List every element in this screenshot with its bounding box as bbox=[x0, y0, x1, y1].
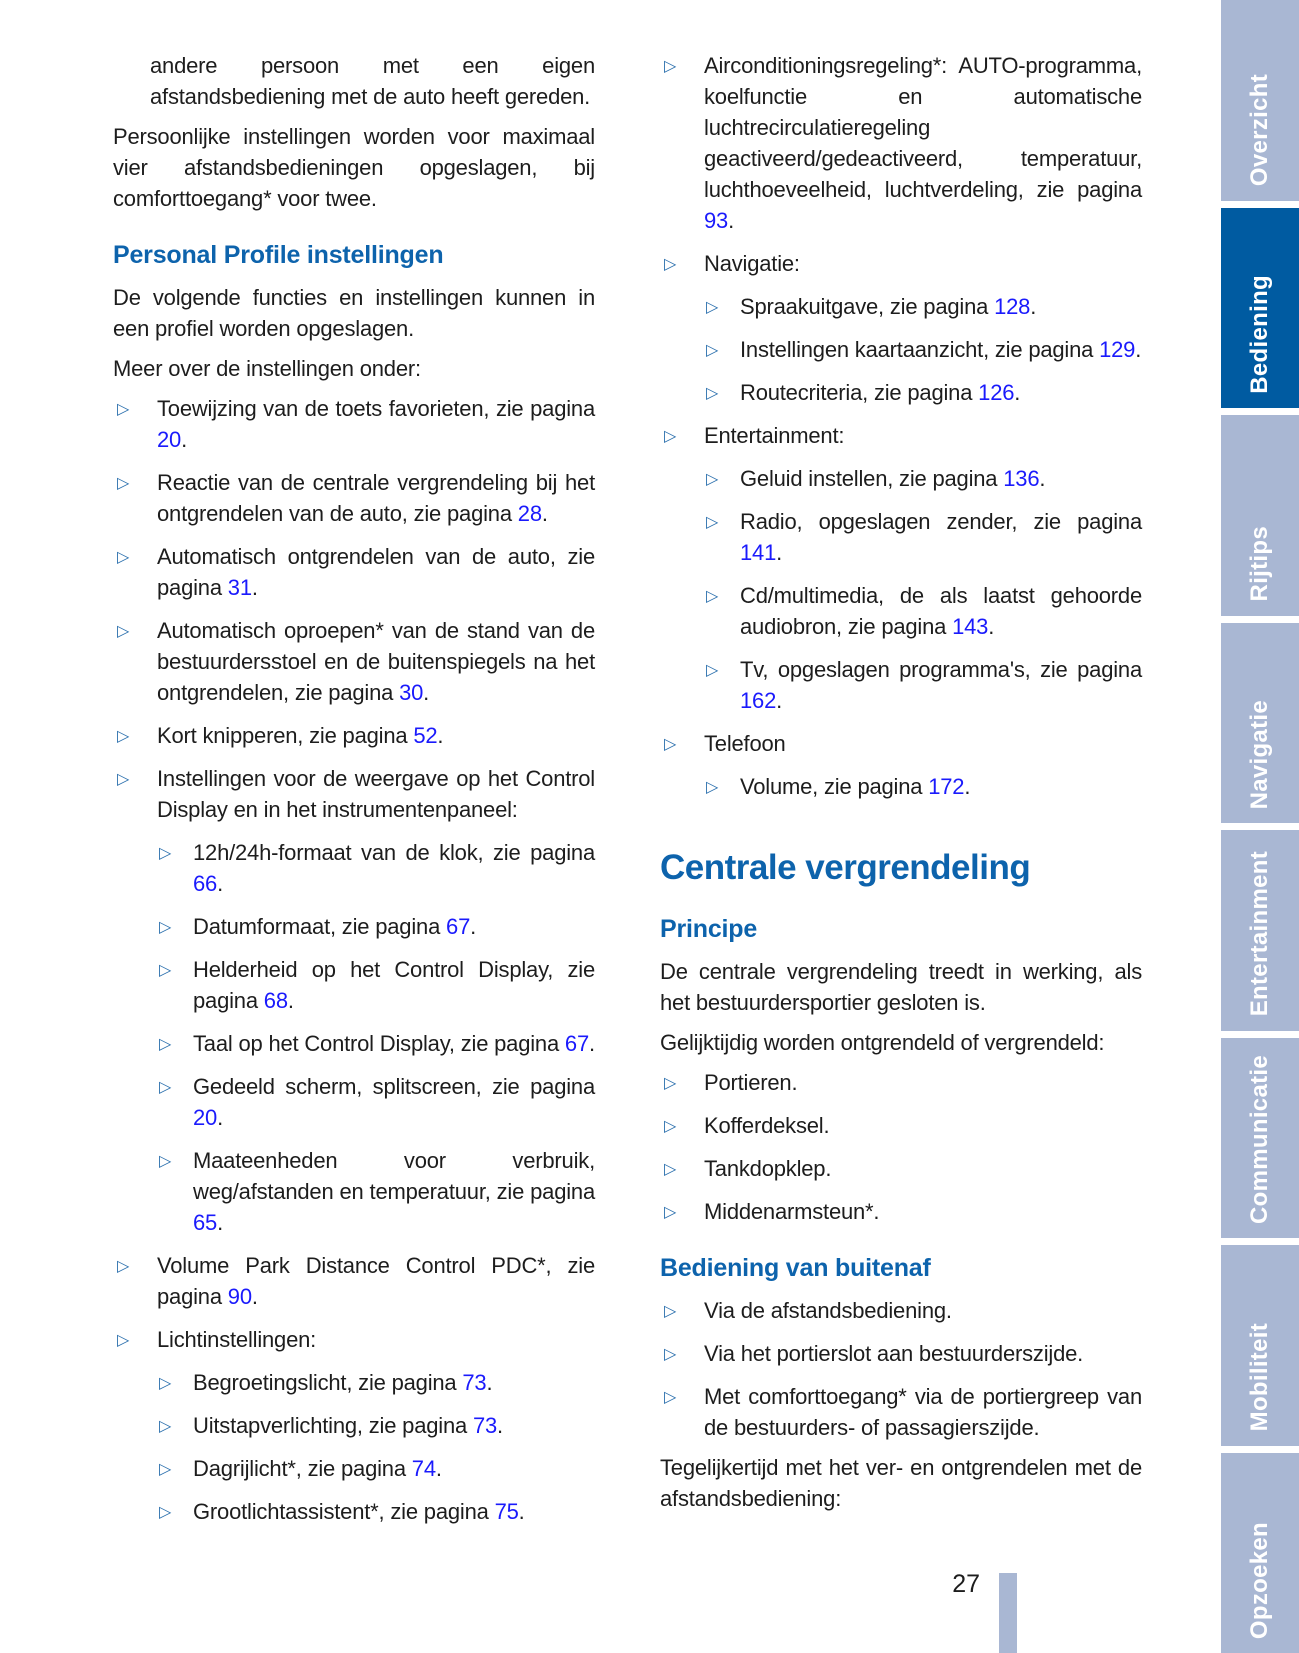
page-link[interactable]: 66 bbox=[193, 871, 218, 896]
tab-mobiliteit[interactable] bbox=[1221, 1245, 1299, 1446]
unlock-targets-list bbox=[660, 1067, 1142, 1227]
list-item-text bbox=[740, 377, 1142, 408]
list-item-text bbox=[193, 954, 595, 1016]
page-link[interactable]: 28 bbox=[517, 501, 542, 526]
text-fragment: Kort knipperen, zie pagina bbox=[157, 723, 414, 748]
list-item-text bbox=[740, 506, 1142, 568]
page-link[interactable]: 31 bbox=[227, 575, 252, 600]
list-item-text: Instellingen voor de weergave op het Control Display en in het instrumentenpaneel: bbox=[157, 766, 595, 822]
left-column bbox=[113, 50, 595, 1527]
list-item-text bbox=[740, 580, 1142, 642]
triangle-right-icon: ▷ bbox=[159, 1034, 172, 1053]
list-item bbox=[704, 771, 1142, 802]
triangle-right-icon: ▷ bbox=[664, 1116, 677, 1135]
list-item bbox=[660, 420, 1142, 716]
text-fragment: . bbox=[518, 1499, 525, 1524]
text-fragment: . bbox=[217, 1210, 223, 1235]
triangle-right-icon: ▷ bbox=[159, 1077, 172, 1096]
list-item bbox=[157, 1367, 595, 1398]
text-fragment: . bbox=[437, 723, 444, 748]
list-item bbox=[113, 1324, 595, 1527]
page-link[interactable]: 30 bbox=[399, 680, 424, 705]
list-item bbox=[157, 1071, 595, 1133]
page-link[interactable]: 128 bbox=[994, 294, 1031, 319]
triangle-right-icon: ▷ bbox=[117, 726, 130, 745]
list-item bbox=[660, 1153, 1142, 1184]
list-item-text bbox=[157, 1250, 595, 1312]
triangle-right-icon: ▷ bbox=[664, 734, 677, 753]
list-item-text bbox=[740, 463, 1142, 494]
tab-opzoeken[interactable] bbox=[1221, 1453, 1299, 1653]
paragraph: De centrale vergrendeling treedt in werking, als het bestuurdersportier gesloten is. bbox=[660, 959, 1142, 1015]
text-fragment: . bbox=[1039, 466, 1046, 491]
list-item bbox=[157, 1028, 595, 1059]
list-item-text bbox=[740, 771, 1142, 802]
page-link[interactable]: 67 bbox=[446, 914, 471, 939]
triangle-right-icon: ▷ bbox=[706, 297, 719, 316]
list-item bbox=[157, 1453, 595, 1484]
text-fragment: Maateenheden voor verbruik, weg/afstanden en temperatuur, zie pagina bbox=[193, 1148, 595, 1204]
navigation-sublist bbox=[704, 291, 1142, 408]
text-fragment: . bbox=[217, 1105, 223, 1130]
triangle-right-icon: ▷ bbox=[159, 1459, 172, 1478]
section-heading-bediening-van-buitenaf: Bediening van buitenaf bbox=[660, 1254, 931, 1282]
tab-label: Rijtips bbox=[1246, 526, 1273, 602]
triangle-right-icon: ▷ bbox=[159, 960, 172, 979]
text-fragment: . bbox=[1135, 337, 1142, 362]
list-item-text bbox=[193, 837, 595, 899]
triangle-right-icon: ▷ bbox=[159, 1502, 172, 1521]
triangle-right-icon: ▷ bbox=[706, 586, 719, 605]
tab-label: Opzoeken bbox=[1246, 1521, 1273, 1639]
list-item-text bbox=[157, 393, 595, 455]
list-item-text: Middenarmsteun*. bbox=[704, 1199, 880, 1224]
triangle-right-icon: ▷ bbox=[664, 1301, 677, 1320]
triangle-right-icon: ▷ bbox=[664, 56, 677, 75]
tab-label: Entertainment bbox=[1246, 851, 1273, 1017]
text-fragment: . bbox=[251, 1284, 258, 1309]
page-link[interactable]: 20 bbox=[157, 427, 182, 452]
entertainment-sublist bbox=[704, 463, 1142, 716]
list-item-text bbox=[193, 1410, 595, 1441]
triangle-right-icon: ▷ bbox=[117, 769, 130, 788]
page-link[interactable]: 93 bbox=[704, 208, 729, 233]
list-item bbox=[660, 1067, 1142, 1098]
triangle-right-icon: ▷ bbox=[706, 777, 719, 796]
page-link[interactable]: 65 bbox=[193, 1210, 218, 1235]
text-fragment: Grootlichtassistent*, zie pagina bbox=[193, 1499, 495, 1524]
triangle-right-icon: ▷ bbox=[664, 254, 677, 273]
page-link[interactable]: 136 bbox=[1003, 466, 1040, 491]
list-item bbox=[113, 393, 595, 455]
text-fragment: Geluid instellen, zie pagina bbox=[740, 466, 1004, 491]
text-fragment: Toewijzing van de toets favorieten, zie pagina bbox=[157, 396, 595, 421]
text-fragment: . bbox=[776, 688, 783, 713]
tab-label: Communicatie bbox=[1246, 1055, 1273, 1224]
page-link[interactable]: 20 bbox=[193, 1105, 218, 1130]
display-settings-sublist bbox=[157, 837, 595, 1238]
footer-decoration-bar bbox=[999, 1573, 1017, 1653]
text-fragment: . bbox=[589, 1031, 595, 1056]
list-item bbox=[704, 377, 1142, 408]
text-fragment: . bbox=[988, 614, 995, 639]
list-item-text bbox=[157, 467, 595, 529]
text-fragment: Cd/multimedia, de als laatst gehoorde audiobron, zie pagina bbox=[740, 583, 1142, 639]
settings-list bbox=[113, 393, 595, 1527]
page-link[interactable]: 73 bbox=[472, 1413, 498, 1438]
page-link[interactable]: 74 bbox=[411, 1456, 436, 1481]
text-fragment: Tv, opgeslagen programma's, zie pagina bbox=[740, 657, 1142, 682]
triangle-right-icon: ▷ bbox=[159, 917, 172, 936]
page-link[interactable]: 90 bbox=[227, 1284, 252, 1309]
triangle-right-icon: ▷ bbox=[706, 340, 719, 359]
text-fragment: . bbox=[497, 1413, 503, 1438]
page-link[interactable]: 162 bbox=[740, 688, 777, 713]
tab-label: Mobiliteit bbox=[1246, 1323, 1273, 1432]
page-link[interactable]: 73 bbox=[462, 1370, 487, 1395]
text-fragment: Gedeeld scherm, splitscreen, zie pagina bbox=[193, 1074, 595, 1099]
list-item bbox=[157, 954, 595, 1016]
text-fragment: Radio, opgeslagen zender, zie pagina bbox=[740, 509, 1142, 534]
list-item-text bbox=[193, 1453, 595, 1484]
list-item-text: Navigatie: bbox=[704, 251, 800, 276]
telephone-sublist bbox=[704, 771, 1142, 802]
tab-bediening[interactable] bbox=[1221, 208, 1299, 409]
triangle-right-icon: ▷ bbox=[117, 547, 130, 566]
list-item-text: Met comforttoegang* via de portiergreep van de bestuurders- of passagierszijde. bbox=[704, 1384, 1142, 1440]
text-fragment: Volume, zie pagina bbox=[740, 774, 929, 799]
text-fragment: Airconditioningsregeling*: AUTO-programma, koelfunctie en automatische luchtrecirculatieregeling geactiveerd/gedeactiveerd, temperatuur, luchthoeveelheid, luchtverdeling, zie pagina bbox=[704, 53, 1142, 202]
tab-label: Navigatie bbox=[1246, 699, 1273, 809]
text-fragment: Spraakuitgave, zie pagina bbox=[740, 294, 995, 319]
list-item bbox=[660, 728, 1142, 802]
list-item-text: Tankdopklep. bbox=[704, 1156, 832, 1181]
list-item bbox=[660, 1295, 1142, 1326]
triangle-right-icon: ▷ bbox=[706, 383, 719, 402]
list-item bbox=[157, 837, 595, 899]
list-item-text bbox=[704, 50, 1142, 236]
paragraph: Meer over de instellingen onder: bbox=[113, 356, 421, 381]
list-item bbox=[157, 1145, 595, 1238]
text-fragment: Volume Park Distance Control PDC*, zie pagina bbox=[157, 1253, 595, 1309]
list-item-text: Via de afstandsbediening. bbox=[704, 1298, 952, 1323]
list-item-text bbox=[740, 291, 1142, 322]
list-item-text bbox=[193, 1496, 595, 1527]
list-item-text bbox=[157, 720, 595, 751]
continuation-paragraph: andere persoon met een eigen afstandsbediening met de auto heeft gereden. bbox=[150, 53, 595, 109]
paragraph: Tegelijkertijd met het ver- en ontgrendelen met de afstandsbediening: bbox=[660, 1455, 1142, 1511]
triangle-right-icon: ▷ bbox=[117, 1330, 130, 1349]
list-item-text: Portieren. bbox=[704, 1070, 798, 1095]
tab-rijtips[interactable] bbox=[1221, 415, 1299, 616]
section-heading-personal-profile: Personal Profile instellingen bbox=[113, 241, 444, 269]
list-item bbox=[113, 541, 595, 603]
text-fragment: Routecriteria, zie pagina bbox=[740, 380, 979, 405]
triangle-right-icon: ▷ bbox=[706, 512, 719, 531]
list-item-text: Telefoon bbox=[704, 731, 786, 756]
text-fragment: . bbox=[251, 575, 258, 600]
list-item bbox=[704, 334, 1142, 365]
triangle-right-icon: ▷ bbox=[159, 1373, 172, 1392]
list-item bbox=[704, 580, 1142, 642]
text-fragment: Uitstapverlichting, zie pagina bbox=[193, 1413, 473, 1438]
list-item-text bbox=[740, 654, 1142, 716]
list-item bbox=[660, 1338, 1142, 1369]
text-fragment: . bbox=[776, 540, 783, 565]
triangle-right-icon: ▷ bbox=[664, 426, 677, 445]
list-item-text: Via het portierslot aan bestuurderszijde. bbox=[704, 1341, 1084, 1366]
triangle-right-icon: ▷ bbox=[706, 469, 719, 488]
text-fragment: Automatisch oproepen* van de stand van de bestuurdersstoel en de buitenspiegels na het ontgrendelen, zie pagina bbox=[157, 618, 595, 705]
list-item bbox=[660, 50, 1142, 236]
text-fragment: . bbox=[728, 208, 734, 233]
list-item-text: Entertainment: bbox=[704, 423, 845, 448]
text-fragment: . bbox=[181, 427, 187, 452]
paragraph: De volgende functies en instellingen kunnen in een profiel worden opgeslagen. bbox=[113, 285, 595, 341]
right-column bbox=[660, 50, 1142, 1523]
tab-overzicht[interactable] bbox=[1221, 0, 1299, 201]
tab-label: Overzicht bbox=[1246, 74, 1273, 187]
intro-paragraph: Persoonlijke instellingen worden voor maximaal vier afstandsbedieningen opgeslagen, bij comforttoegang* voor twee. bbox=[113, 124, 595, 211]
list-item bbox=[113, 1250, 595, 1312]
list-item-text bbox=[193, 1028, 595, 1059]
triangle-right-icon: ▷ bbox=[664, 1387, 677, 1406]
list-item bbox=[157, 1410, 595, 1441]
page-link[interactable]: 143 bbox=[952, 614, 989, 639]
list-item bbox=[704, 291, 1142, 322]
page-link[interactable]: 68 bbox=[263, 988, 288, 1013]
list-item-text bbox=[193, 1071, 595, 1133]
page-link[interactable]: 126 bbox=[978, 380, 1015, 405]
list-item-text: Lichtinstellingen: bbox=[157, 1327, 317, 1352]
list-item bbox=[704, 654, 1142, 716]
triangle-right-icon: ▷ bbox=[159, 1416, 172, 1435]
text-fragment: Taal op het Control Display, zie pagina bbox=[193, 1031, 565, 1056]
text-fragment: . bbox=[964, 774, 971, 799]
tab-communicatie[interactable] bbox=[1221, 1038, 1299, 1239]
text-fragment: Begroetingslicht, zie pagina bbox=[193, 1370, 463, 1395]
page-number: 27 bbox=[952, 1570, 980, 1598]
triangle-right-icon: ▷ bbox=[117, 399, 130, 418]
text-fragment: Instellingen kaartaanzicht, zie pagina bbox=[740, 337, 1100, 362]
triangle-right-icon: ▷ bbox=[117, 1256, 130, 1275]
text-fragment: . bbox=[287, 988, 294, 1013]
text-fragment: Helderheid op het Control Display, zie pagina bbox=[193, 957, 595, 1013]
triangle-right-icon: ▷ bbox=[159, 843, 172, 862]
text-fragment: . bbox=[435, 1456, 442, 1481]
triangle-right-icon: ▷ bbox=[159, 1151, 172, 1170]
page-link[interactable]: 129 bbox=[1099, 337, 1136, 362]
settings-list-continued bbox=[660, 50, 1142, 802]
light-settings-sublist bbox=[157, 1367, 595, 1527]
list-item-text: Kofferdeksel. bbox=[704, 1113, 830, 1138]
list-item bbox=[113, 467, 595, 529]
triangle-right-icon: ▷ bbox=[664, 1159, 677, 1178]
outside-operation-list bbox=[660, 1295, 1142, 1443]
list-item-text bbox=[193, 1145, 595, 1238]
list-item bbox=[660, 1381, 1142, 1443]
tab-entertainment[interactable] bbox=[1221, 830, 1299, 1031]
list-item bbox=[157, 911, 595, 942]
list-item bbox=[660, 1196, 1142, 1227]
list-item-text bbox=[193, 911, 595, 942]
list-item-text bbox=[157, 615, 595, 708]
list-item bbox=[660, 1110, 1142, 1141]
text-fragment: Dagrijlicht*, zie pagina bbox=[193, 1456, 412, 1481]
page-link[interactable]: 52 bbox=[413, 723, 438, 748]
text-fragment: . bbox=[470, 914, 477, 939]
page-link[interactable]: 141 bbox=[740, 540, 777, 565]
paragraph: Gelijktijdig worden ontgrendeld of vergrendeld: bbox=[660, 1030, 1105, 1055]
page-link[interactable]: 67 bbox=[564, 1031, 589, 1056]
text-fragment: Reactie van de centrale vergrendeling bij het ontgrendelen van de auto, zie pagina bbox=[157, 470, 595, 526]
triangle-right-icon: ▷ bbox=[664, 1202, 677, 1221]
chapter-tab-sidebar bbox=[1221, 0, 1299, 1653]
text-fragment: . bbox=[486, 1370, 493, 1395]
text-fragment: . bbox=[423, 680, 430, 705]
list-item bbox=[113, 720, 595, 751]
list-item-text bbox=[157, 541, 595, 603]
list-item bbox=[704, 463, 1142, 494]
text-fragment: . bbox=[217, 871, 223, 896]
tab-navigatie[interactable] bbox=[1221, 623, 1299, 824]
list-item bbox=[157, 1496, 595, 1527]
text-fragment: . bbox=[1030, 294, 1037, 319]
triangle-right-icon: ▷ bbox=[117, 621, 130, 640]
triangle-right-icon: ▷ bbox=[706, 660, 719, 679]
text-fragment: 12h/24h-formaat van de klok, zie pagina bbox=[193, 840, 595, 865]
text-fragment: . bbox=[1014, 380, 1021, 405]
list-item bbox=[704, 506, 1142, 568]
page-link[interactable]: 75 bbox=[494, 1499, 519, 1524]
text-fragment: Datumformaat, zie pagina bbox=[193, 914, 447, 939]
text-fragment: . bbox=[541, 501, 548, 526]
list-item bbox=[660, 248, 1142, 408]
list-item-text bbox=[740, 334, 1142, 365]
list-item bbox=[113, 615, 595, 708]
text-fragment: Automatisch ontgrendelen van de auto, zie pagina bbox=[157, 544, 595, 600]
tab-label: Bediening bbox=[1246, 275, 1273, 394]
list-item-text bbox=[193, 1367, 595, 1398]
chapter-heading-centrale-vergrendeling: Centrale vergrendeling bbox=[660, 848, 1031, 887]
triangle-right-icon: ▷ bbox=[117, 473, 130, 492]
triangle-right-icon: ▷ bbox=[664, 1344, 677, 1363]
triangle-right-icon: ▷ bbox=[664, 1073, 677, 1092]
list-item bbox=[113, 763, 595, 1238]
page-link[interactable]: 172 bbox=[928, 774, 965, 799]
section-heading-principe: Principe bbox=[660, 915, 758, 943]
